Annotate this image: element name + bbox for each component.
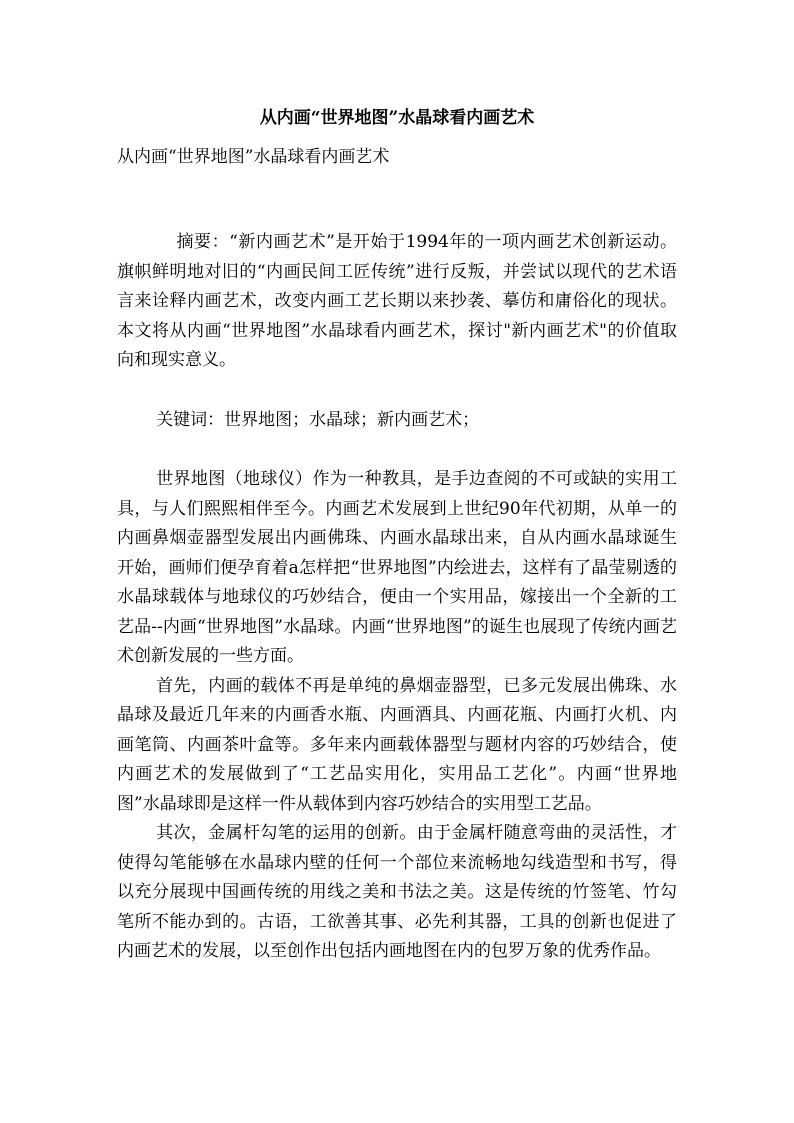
document-title: 从内画“世界地图”水晶球看内画艺术 <box>259 108 535 128</box>
keywords-paragraph: 关键词：世界地图；水晶球；新内画艺术； <box>156 409 480 430</box>
document-body <box>117 228 677 967</box>
body-paragraph-3: 其次，金属杆勾笔的运用的创新。由于金属杆随意弯曲的灵活性，才使得勾笔能够在水晶球内壁的任何一个部位来流畅地勾线造型和书写，得以充分展现中国画传统的用线之美和书法之美。这是传统的竹签笔、竹勾笔所不能办到的。古语，工欲善其事、必先利其器，工具的创新也促进了内画艺术的发展，以至创作出包括内画地图在内的包罗万象的优秀作品。 <box>117 823 677 961</box>
abstract-paragraph: 摘要：“新内画艺术”是开始于1994年的一项内画艺术创新运动。旗帜鲜明地对旧的“内画民间工匠传统”进行反叛，并尝试以现代的艺术语言来诠释内画艺术，改变内画工艺长期以来抄袭、摹仿和庸俗化的现状。本文将从内画“世界地图”水晶球看内画艺术，探讨"新内画艺术"的价值取向和现实意义。 <box>117 232 677 370</box>
document-subtitle: 从内画“世界地图”水晶球看内画艺术 <box>117 147 390 167</box>
body-paragraph-1: 世界地图（地球仪）作为一种教具，是手边查阅的不可或缺的实用工具，与人们熙熙相伴至今。内画艺术发展到上世纪90年代初期，从单一的内画鼻烟壶器型发展出内画佛珠、内画水晶球出来，自从内画水晶球诞生开始，画师们便孕育着a怎样把“世界地图”内绘进去，这样有了晶莹剔透的水晶球载体与地球仪的巧妙结合，便由一个实用品，嫁接出一个全新的工艺品--内画“世界地图”水晶球。内画“世界地图”的诞生也展现了传统内画艺术创新发展的一些方面。 <box>117 469 678 666</box>
body-paragraph-2: 首先，内画的载体不再是单纯的鼻烟壶器型，已多元发展出佛珠、水晶球及最近几年来的内画香水瓶、内画酒具、内画花瓶、内画打火机、内画笔筒、内画茶叶盒等。多年来内画载体器型与题材内容的巧妙结合，使内画艺术的发展做到了“工艺品实用化，实用品工艺化”。内画“世界地图”水晶球即是这样一件从载体到内容巧妙结合的实用型工艺品。 <box>117 675 677 814</box>
